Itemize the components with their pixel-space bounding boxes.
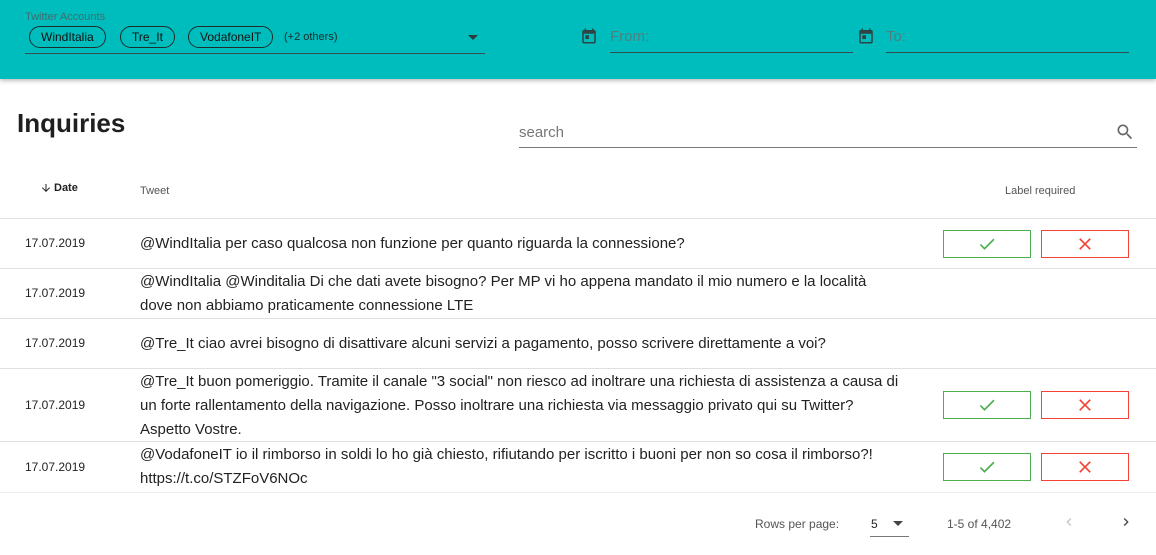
- accounts-label: Twitter Accounts: [25, 11, 106, 23]
- account-chip-winditalia[interactable]: WindItalia: [29, 26, 106, 48]
- filter-bar: [0, 0, 1156, 79]
- close-icon: [1075, 457, 1095, 477]
- reject-button[interactable]: [1041, 230, 1129, 258]
- row-date: 17.07.2019: [25, 460, 86, 474]
- column-header-label-required: Label required: [1005, 185, 1076, 197]
- from-date-input[interactable]: From:: [610, 25, 853, 53]
- table-row: [0, 369, 1156, 442]
- row-tweet: @WindItalia @Winditalia Di che dati avete bisogno? Per MP vi ho appena mandato il mio numero e la località dove non abbiamo praticamente connessione LTE: [140, 273, 867, 314]
- column-header-date[interactable]: [40, 182, 78, 194]
- close-icon: [1075, 234, 1095, 254]
- page-title: Inquiries: [17, 108, 126, 138]
- account-chip-tre-it[interactable]: Tre_It: [120, 26, 175, 48]
- calendar-icon[interactable]: [580, 27, 598, 45]
- others-count: (+2 others): [284, 31, 338, 43]
- reject-button[interactable]: [1041, 391, 1129, 419]
- caret-down-icon[interactable]: [468, 35, 478, 40]
- search-field: [519, 118, 1137, 148]
- approve-button[interactable]: [943, 453, 1031, 481]
- row-date: 17.07.2019: [25, 336, 86, 350]
- pagination-range: 1-5 of 4,402: [947, 517, 1012, 531]
- row-tweet: @VodafoneIT io il rimborso in soldi lo ho già chiesto, rifiutando per iscritto i buoni per non so cosa il rimborso?! https://t.co/STZFoV6NOc: [140, 446, 873, 487]
- row-tweet: @WindItalia per caso qualcosa non funzione per quanto riguarda la connessione?: [140, 235, 685, 252]
- search-input[interactable]: [519, 121, 1099, 143]
- check-icon: [977, 457, 997, 477]
- table-header: [0, 168, 1156, 219]
- column-header-tweet: Tweet: [140, 185, 170, 197]
- table-row: [0, 442, 1156, 492]
- close-icon: [1075, 395, 1095, 415]
- rows-per-page-value: 5: [871, 517, 878, 531]
- rows-per-page-label: Rows per page:: [755, 517, 840, 531]
- arrow-down-icon: [40, 182, 52, 194]
- check-icon: [977, 395, 997, 415]
- rows-per-page-select[interactable]: [870, 513, 909, 537]
- reject-button[interactable]: [1041, 453, 1129, 481]
- pagination: [0, 492, 1156, 555]
- column-date-label: Date: [54, 182, 78, 194]
- approve-button[interactable]: [943, 230, 1031, 258]
- table-row: [0, 219, 1156, 269]
- row-date: 17.07.2019: [25, 286, 86, 300]
- accounts-select[interactable]: [25, 25, 485, 54]
- table-row: [0, 269, 1156, 319]
- chevron-right-icon[interactable]: [1118, 514, 1134, 530]
- chevron-left-icon[interactable]: [1061, 514, 1077, 530]
- check-icon: [977, 234, 997, 254]
- calendar-icon[interactable]: [857, 27, 875, 45]
- caret-down-icon: [893, 521, 903, 526]
- row-tweet: @Tre_It ciao avrei bisogno di disattivare alcuni servizi a pagamento, posso scrivere direttamente a voi?: [140, 335, 826, 352]
- to-date-input[interactable]: To:: [886, 25, 1129, 53]
- row-date: 17.07.2019: [25, 398, 86, 412]
- account-chip-vodafoneit[interactable]: VodafoneIT: [188, 26, 273, 48]
- row-tweet: @Tre_It buon pomeriggio. Tramite il canale "3 social" non riesco ad inoltrare una richiesta di assistenza a causa di un forte rallentamento della navigazione. Posso inoltrare una richiesta via messaggio privato qui su Twitter? Aspetto Vostre.: [140, 373, 899, 438]
- row-date: 17.07.2019: [25, 236, 86, 250]
- search-icon[interactable]: [1115, 122, 1135, 142]
- approve-button[interactable]: [943, 391, 1031, 419]
- table-row: [0, 319, 1156, 369]
